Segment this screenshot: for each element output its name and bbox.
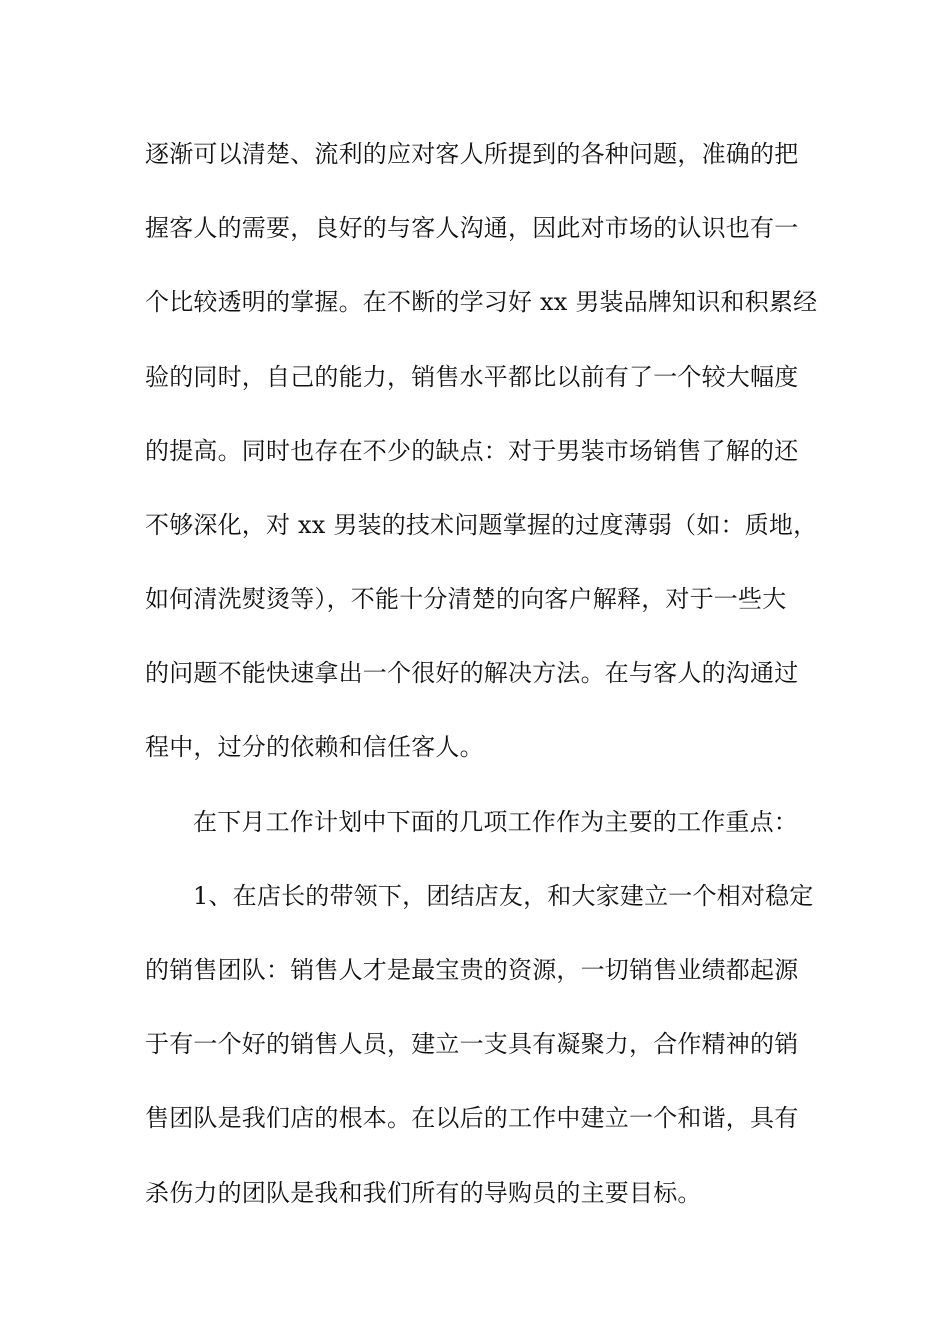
text-line: 的提高。同时也存在不少的缺点：对于男装市场销售了解的还 — [145, 437, 799, 465]
text-line: 于有一个好的销售人员，建立一支具有凝聚力，合作精神的销 — [145, 1030, 799, 1058]
text-line: 杀伤力的团队是我和我们所有的导购员的主要目标。 — [145, 1179, 702, 1207]
text-line: 握客人的需要，良好的与客人沟通，因此对市场的认识也有一 — [145, 214, 799, 242]
text-line: 程中，过分的依赖和信任客人。 — [145, 733, 484, 761]
paragraph-heading-line: 在下月工作计划中下面的几项工作作为主要的工作重点： — [193, 808, 798, 836]
list-item-line: 1、在店长的带领下，团结店友，和大家建立一个相对稳定 — [193, 882, 814, 910]
text-line: 逐渐可以清楚、流利的应对客人所提到的各种问题，准确的把 — [145, 140, 799, 168]
text-line: 个比较透明的掌握。在不断的学习好 xx 男装品牌知识和积累经 — [145, 288, 818, 316]
text-line: 的问题不能快速拿出一个很好的解决方法。在与客人的沟通过 — [145, 659, 799, 687]
text-line: 的销售团队：销售人才是最宝贵的资源，一切销售业绩都起源 — [145, 956, 799, 984]
text-line: 验的同时，自己的能力，销售水平都比以前有了一个较大幅度 — [145, 363, 799, 391]
text-line: 售团队是我们店的根本。在以后的工作中建立一个和谐，具有 — [145, 1104, 799, 1132]
text-line: 不够深化，对 xx 男装的技术问题掌握的过度薄弱（如：质地， — [145, 511, 818, 539]
text-line: 如何清洗熨烫等），不能十分清楚的向客户解释，对于一些大 — [145, 585, 787, 613]
